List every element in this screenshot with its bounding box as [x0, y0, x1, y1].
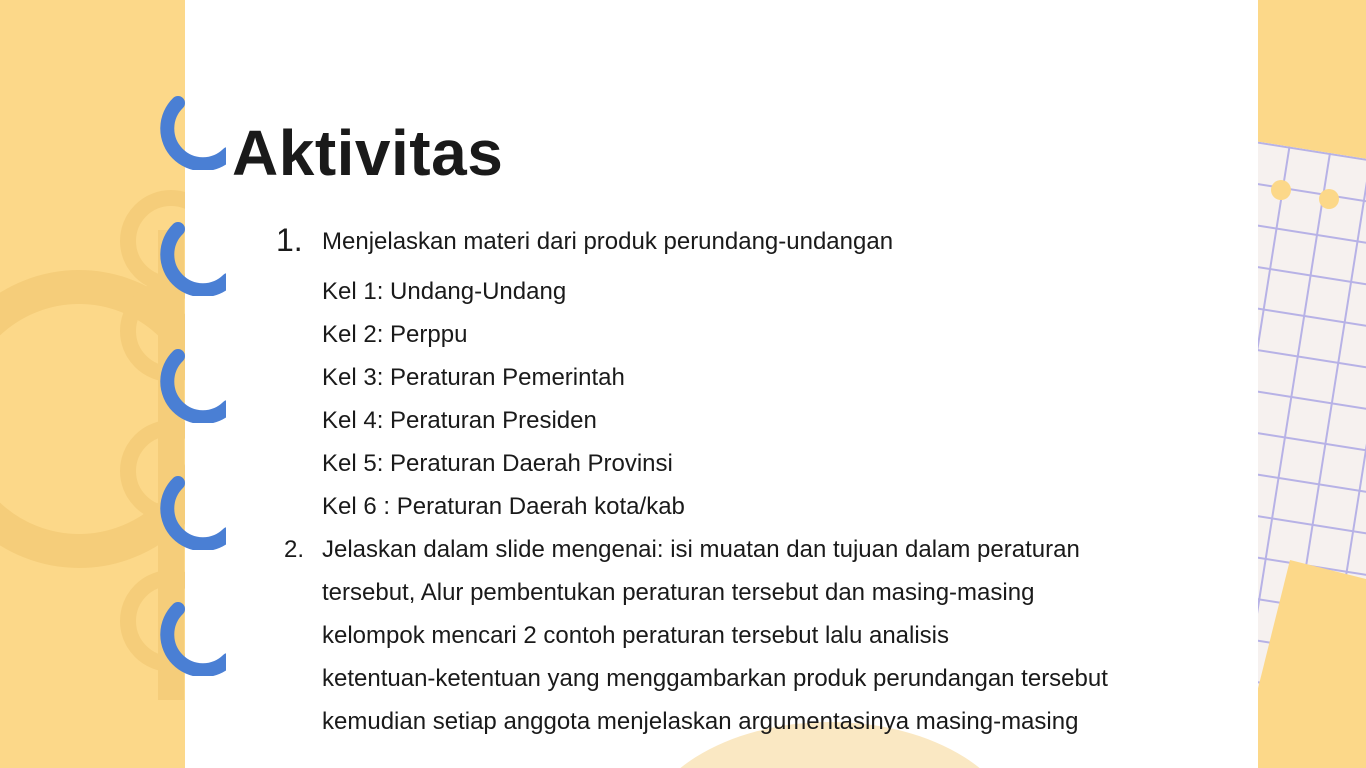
slide-title: Aktivitas [232, 117, 504, 189]
list-number: 2. [284, 536, 305, 563]
spiral-ring-icon [142, 96, 226, 170]
spiral-ring-icon [142, 349, 226, 423]
list-item-text-line: tersebut, Alur pembentukan peraturan tersebut dan masing-masing [322, 579, 1035, 606]
group-item: Kel 1: Undang-Undang [322, 278, 567, 305]
group-item: Kel 3: Peraturan Pemerintah [322, 364, 625, 391]
grid-paper-hole [1319, 189, 1339, 209]
spiral-ring-icon [142, 222, 226, 296]
list-item-text-line: ketentuan-ketentuan yang menggambarkan produk perundangan tersebut [322, 665, 1108, 692]
group-item: Kel 5: Peraturan Daerah Provinsi [322, 450, 673, 477]
list-item-text-line: kemudian setiap anggota menjelaskan argumentasinya masing-masing [322, 708, 1079, 735]
spiral-ring-icon [142, 602, 226, 676]
group-item: Kel 6 : Peraturan Daerah kota/kab [322, 493, 685, 520]
grid-paper-hole [1271, 180, 1291, 200]
list-item-text: Menjelaskan materi dari produk perundang-undangan [322, 228, 894, 255]
list-item-text-line: kelompok mencari 2 contoh peraturan tersebut lalu analisis [322, 622, 950, 649]
spiral-ring-icon [142, 476, 226, 550]
list-item-text-line: Jelaskan dalam slide mengenai: isi muatan dan tujuan dalam peraturan [322, 536, 1080, 563]
group-item: Kel 2: Perppu [322, 321, 468, 348]
list-number: 1. [276, 222, 303, 258]
group-item: Kel 4: Peraturan Presiden [322, 407, 597, 434]
